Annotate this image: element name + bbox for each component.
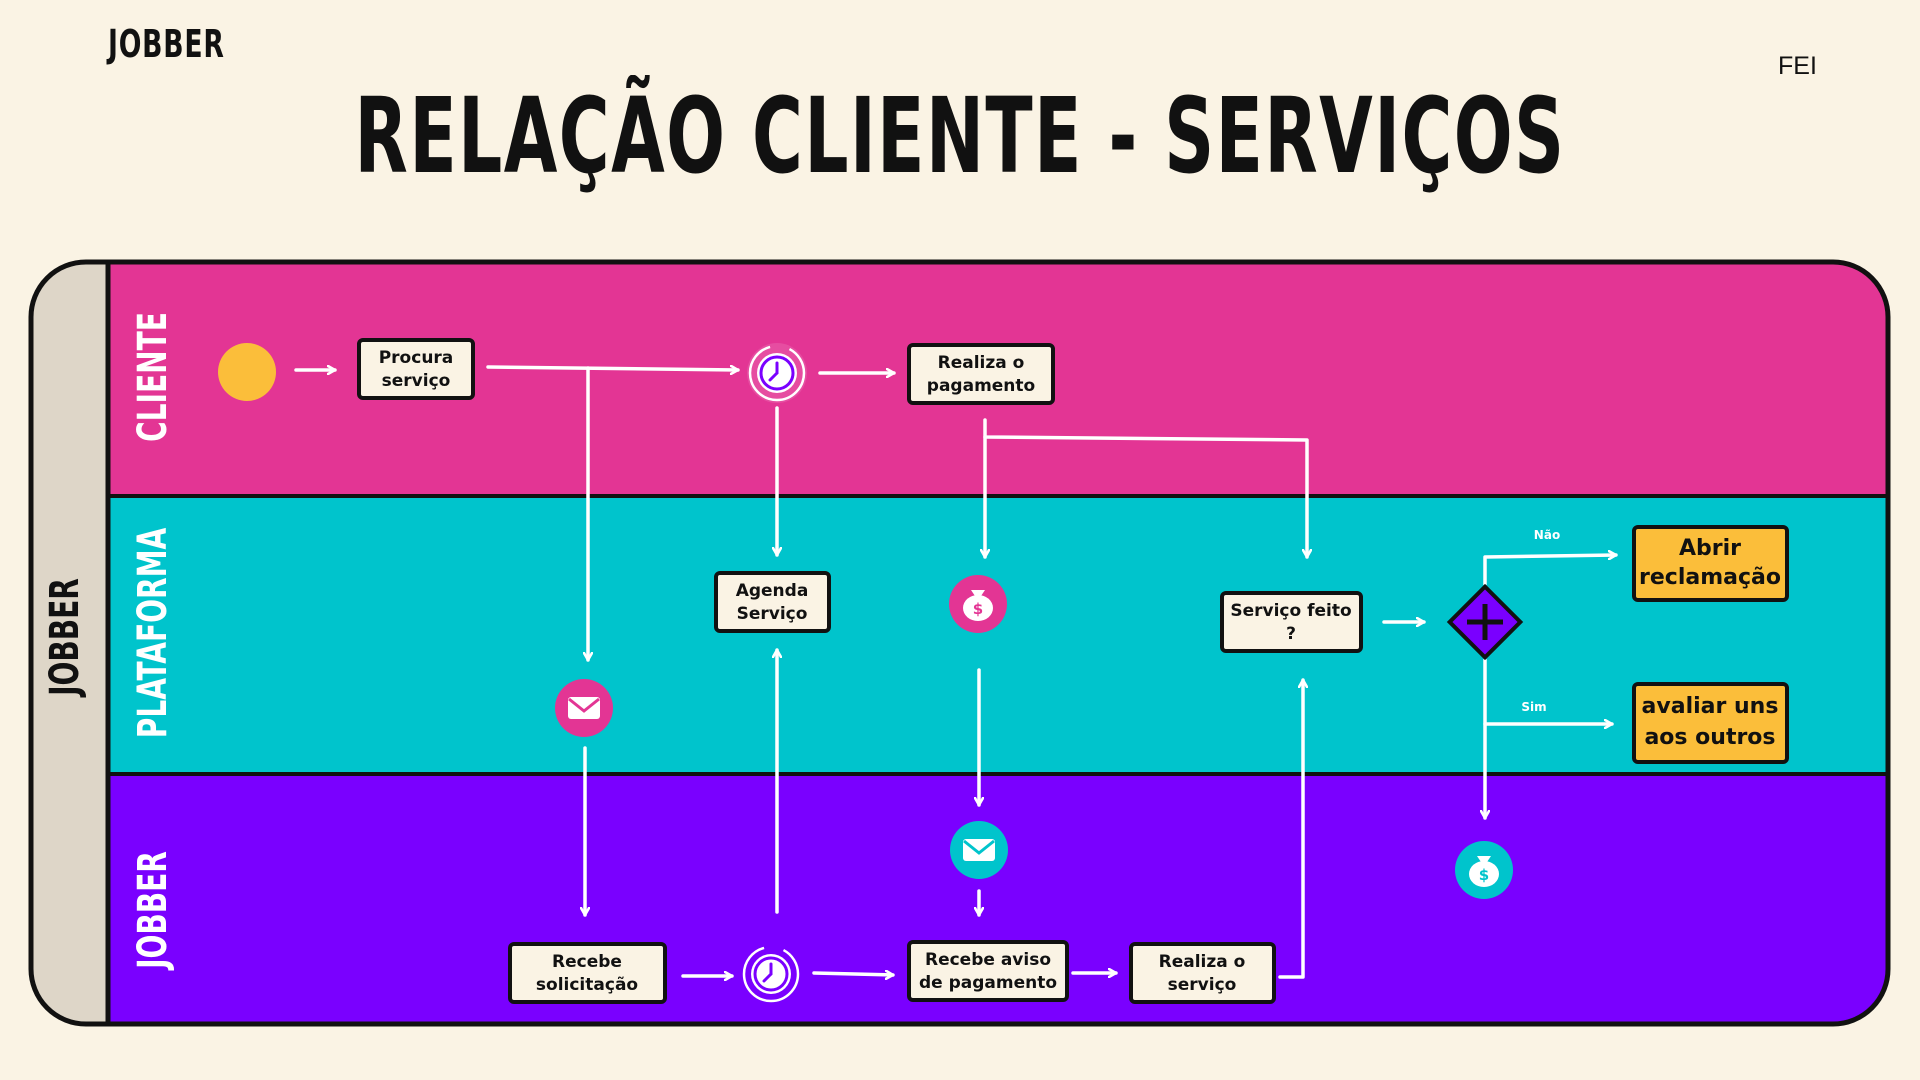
- task-realiza-pagamento: [909, 345, 1053, 403]
- svg-text:aos outros: aos outros: [1644, 725, 1776, 750]
- svg-text:solicitação: solicitação: [535, 975, 639, 995]
- task-realiza-servico: [1131, 944, 1274, 1002]
- svg-text:Realiza o: Realiza o: [937, 353, 1025, 373]
- svg-text:de pagamento: de pagamento: [918, 973, 1058, 993]
- start-event: [218, 343, 276, 401]
- timer-icon: [747, 343, 807, 403]
- svg-text:$: $: [972, 600, 984, 618]
- branch-label-nao: Não: [1533, 528, 1561, 542]
- task-recebe-aviso: [909, 942, 1067, 1000]
- svg-text:Serviço: Serviço: [736, 604, 808, 624]
- svg-text:reclamação: reclamação: [1639, 565, 1781, 590]
- svg-text:avaliar uns: avaliar uns: [1641, 694, 1779, 719]
- lane-label-jobber: JOBBER: [130, 851, 177, 969]
- svg-text:Agenda: Agenda: [735, 581, 809, 601]
- page-title: RELAÇÃO CLIENTE - SERVIÇOS: [354, 75, 1566, 197]
- svg-text:Recebe aviso: Recebe aviso: [924, 950, 1052, 970]
- email-icon: [555, 679, 613, 737]
- task-servico-feito: [1222, 593, 1361, 651]
- money-bag-icon: [1455, 841, 1513, 899]
- money-bag-icon: [949, 575, 1007, 633]
- lane-plataforma: [108, 496, 1888, 774]
- branch-label-sim: Sim: [1521, 700, 1547, 714]
- timer-icon: [744, 947, 798, 1001]
- org-label: FEI: [1778, 52, 1817, 80]
- svg-text:Recebe: Recebe: [552, 952, 622, 972]
- svg-text:Realiza o: Realiza o: [1158, 952, 1246, 972]
- svg-text:serviço: serviço: [1167, 975, 1237, 995]
- email-icon: [950, 821, 1008, 879]
- svg-text:?: ?: [1286, 624, 1296, 644]
- svg-text:pagamento: pagamento: [926, 376, 1036, 396]
- task-procura-servico: [359, 340, 473, 398]
- svg-text:serviço: serviço: [381, 371, 451, 391]
- pool-label: JOBBER: [42, 578, 89, 696]
- svg-text:$: $: [1478, 866, 1490, 884]
- brand-logo: JOBBER: [108, 22, 225, 66]
- svg-text:Procura: Procura: [378, 348, 454, 368]
- svg-text:Serviço feito: Serviço feito: [1230, 601, 1352, 621]
- task-recebe-solicitacao: [510, 944, 665, 1002]
- lane-label-plataforma: PLATAFORMA: [130, 527, 177, 739]
- svg-text:Abrir: Abrir: [1678, 536, 1742, 561]
- task-avaliar: [1634, 684, 1787, 762]
- task-abrir-reclamacao: [1634, 527, 1787, 600]
- task-agenda-servico: [716, 573, 829, 631]
- lane-label-cliente: CLIENTE: [130, 312, 177, 442]
